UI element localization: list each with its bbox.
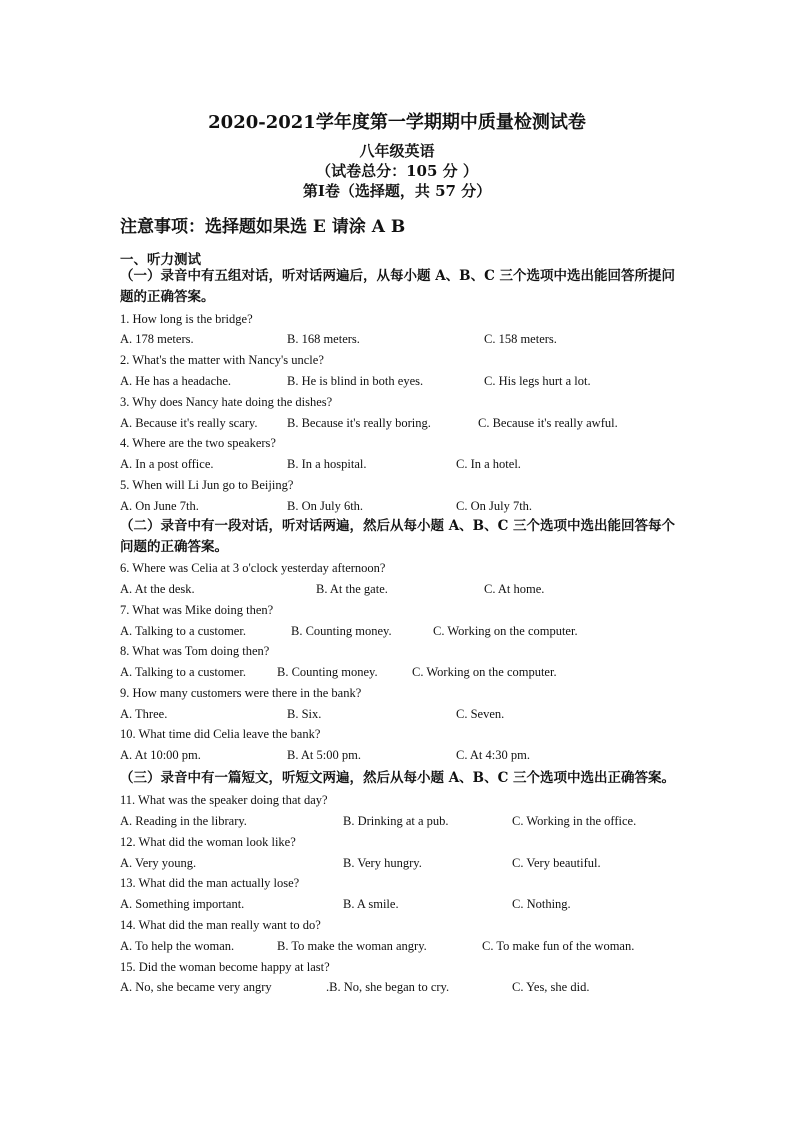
question-12: 12. What did the woman look like? [120,835,296,849]
q15-option-b: .B. No, she began to cry. [326,980,450,994]
q15-option-c: C. Yes, she did. [512,980,590,994]
q8-option-c: C. Working on the computer. [412,665,557,679]
q7-option-c: C. Working on the computer. [433,624,578,638]
grade-subject: 八年级英语 [359,142,435,160]
part2-instruction: （二）录音中有一段对话，听对话两遍，然后从每小题 A、B、C 三个选项中选出能回答每个问题的正确答案。 [120,518,676,555]
q2-option-c: C. His legs hurt a lot. [484,374,591,388]
q13-option-b: B. A smile. [343,897,399,911]
section-title: 一、听力测试 [120,252,201,268]
q11-option-c: C. Working in the office. [512,814,637,828]
q1-option-b: B. 168 meters. [287,332,360,346]
q11-option-b: B. Drinking at a pub. [343,814,449,828]
question-13: 13. What did the man actually lose? [120,876,300,890]
q12-option-b: B. Very hungry. [343,856,422,870]
q4-option-a: A. In a post office. [120,457,214,471]
q13-option-a: A. Something important. [120,897,245,911]
q3-option-b: B. Because it's really boring. [287,416,431,430]
q3-option-a: A. Because it's really scary. [120,416,258,430]
q10-option-c: C. At 4:30 pm. [456,748,530,762]
q4-option-c: C. In a hotel. [456,457,521,471]
q7-option-b: B. Counting money. [291,624,392,638]
q8-option-b: B. Counting money. [277,665,378,679]
q9-option-c: C. Seven. [456,707,505,721]
exam-title: 2020-2021学年度第一学期期中质量检测试卷 [208,112,586,133]
q14-option-a: A. To help the woman. [120,939,235,953]
question-6: 6. Where was Celia at 3 o'clock yesterday afternoon? [120,561,386,575]
q1-option-c: C. 158 meters. [484,332,557,346]
q8-option-a: A. Talking to a customer. [120,665,246,679]
q5-option-b: B. On July 6th. [287,499,364,513]
q12-option-a: A. Very young. [120,856,197,870]
q2-option-b: B. He is blind in both eyes. [287,374,424,388]
q14-option-c: C. To make fun of the woman. [482,939,635,953]
question-8: 8. What was Tom doing then? [120,644,270,658]
total-score: （试卷总分：105 分 ） [316,162,478,180]
q6-option-a: A. At the desk. [120,582,195,596]
q10-option-b: B. At 5:00 pm. [287,748,361,762]
q10-option-a: A. At 10:00 pm. [120,748,201,762]
question-7: 7. What was Mike doing then? [120,603,274,617]
question-10: 10. What time did Celia leave the bank? [120,727,321,741]
question-2: 2. What's the matter with Nancy's uncle? [120,353,324,367]
q13-option-c: C. Nothing. [512,897,571,911]
q6-option-b: B. At the gate. [316,582,388,596]
q15-option-a: A. No, she became very angry [120,980,272,994]
q3-option-c: C. Because it's really awful. [478,416,618,430]
q5-option-c: C. On July 7th. [456,499,533,513]
q6-option-c: C. At home. [484,582,545,596]
question-1: 1. How long is the bridge? [120,312,253,326]
q1-option-a: A. 178 meters. [120,332,194,346]
q2-option-a: A. He has a headache. [120,374,232,388]
volume-label: 第Ⅰ卷（选择题，共 57 分） [302,182,492,200]
question-11: 11. What was the speaker doing that day? [120,793,328,807]
question-14: 14. What did the man really want to do? [120,918,321,932]
question-3: 3. Why does Nancy hate doing the dishes? [120,395,333,409]
question-5: 5. When will Li Jun go to Beijing? [120,478,294,492]
part3-instruction: （三）录音中有一篇短文，听短文两遍，然后从每小题 A、B、C 三个选项中选出正确答案。 [120,770,676,786]
question-9: 9. How many customers were there in the bank? [120,686,362,700]
q12-option-c: C. Very beautiful. [512,856,601,870]
q7-option-a: A. Talking to a customer. [120,624,246,638]
notice: 注意事项：选择题如果选 E 请涂 A B [120,217,406,237]
q4-option-b: B. In a hospital. [287,457,367,471]
part1-instruction: （一）录音中有五组对话，听对话两遍后，从每小题 A、B、C 三个选项中选出能回答所提问题的正确答案。 [120,268,676,305]
q9-option-a: A. Three. [120,707,168,721]
question-15: 15. Did the woman become happy at last? [120,960,330,974]
q11-option-a: A. Reading in the library. [120,814,247,828]
q5-option-a: A. On June 7th. [120,499,199,513]
question-4: 4. Where are the two speakers? [120,436,276,450]
q14-option-b: B. To make the woman angry. [277,939,427,953]
q9-option-b: B. Six. [287,707,322,721]
